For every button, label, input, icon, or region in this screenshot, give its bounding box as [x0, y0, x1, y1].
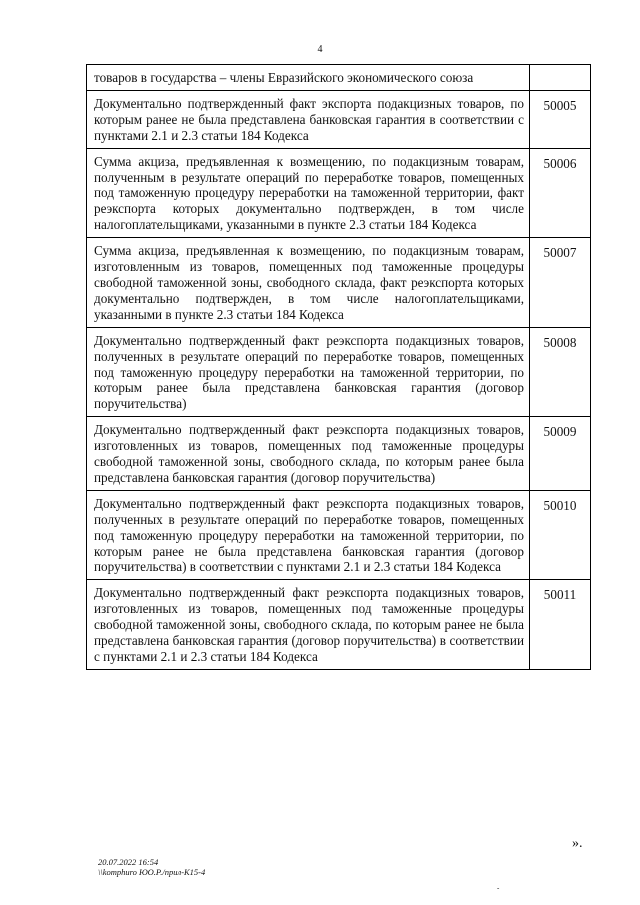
table-row [87, 327, 591, 417]
closing-quote-mark: ». [572, 836, 583, 851]
row-description: Сумма акциза, предъявленная к возмещению, по подакцизным товарам, изготовленным из товаров, помещенных под таможенные процедуры свободной таможенной зоны, свободного склада, факт реэкспорта которых документально подтвержден, в том числе налогоплательщиками, указанными в пункте 2.3 статьи 184 Кодекса [87, 238, 530, 328]
table-row [87, 148, 591, 238]
table-row [87, 65, 591, 91]
table-row [87, 90, 591, 148]
row-code: 50011 [530, 580, 591, 670]
codes-table [86, 64, 591, 670]
row-description: Документально подтвержденный факт реэкспорта подакцизных товаров, полученных в результате операций по переработке товаров, помещенных под таможенную процедуру переработки на таможенной территории, по которым ранее не была представлена банковская гарантия (договор поручительства) в соответствии с пунктами 2.1 и 2.3 статьи 184 Кодекса [87, 490, 530, 580]
row-code: 50005 [530, 90, 591, 148]
document-footer [98, 857, 205, 877]
row-description: Документально подтвержденный факт реэкспорта подакцизных товаров, изготовленных из товаров, помещенных под таможенные процедуры свободной таможенной зоны, свободного склада, по которым ранее была представлена банковская гарантия (договор поручительства) [87, 417, 530, 491]
row-description: Документально подтвержденный факт экспорта подакцизных товаров, по которым ранее не была представлена банковская гарантия в соответствии с пунктами 2.1 и 2.3 статьи 184 Кодекса [87, 90, 530, 148]
row-code: 50010 [530, 490, 591, 580]
row-description: Документально подтвержденный факт реэкспорта подакцизных товаров, полученных в результате операций по переработке товаров, помещенных под таможенную процедуру переработки на таможенной территории, по которым ранее была представлена банковская гарантия (договор поручительства) [87, 327, 530, 417]
page-number: 4 [317, 44, 323, 55]
row-code: 50008 [530, 327, 591, 417]
table-row [87, 238, 591, 328]
row-description: товаров в государства – члены Евразийского экономического союза [87, 65, 530, 91]
footer-mark: - [497, 884, 500, 892]
row-code [530, 65, 591, 91]
row-description: Сумма акциза, предъявленная к возмещению, по подакцизным товарам, полученным в результате операций по переработке товаров, помещенных под таможенную процедуру переработки на таможенной территории, факт реэкспорта которых документально подтвержден, в том числе налогоплательщиками, указанными в пункте 2.3 статьи 184 Кодекса [87, 148, 530, 238]
row-code: 50006 [530, 148, 591, 238]
footer-file-path: \\komphuro ЮО.Р./прил-К15-4 [98, 867, 206, 877]
row-description: Документально подтвержденный факт реэкспорта подакцизных товаров, изготовленных из товаров, помещенных под таможенные процедуры свободной таможенной зоны, свободного склада, по которым ранее не была представлена банковская гарантия (договор поручительства) в соответствии с пунктами 2.1 и 2.3 статьи 184 Кодекса [87, 580, 530, 670]
footer-timestamp: 20.07.2022 16:54 [98, 857, 159, 867]
table-row [87, 490, 591, 580]
row-code: 50007 [530, 238, 591, 328]
table-row [87, 417, 591, 491]
table-row [87, 580, 591, 670]
row-code: 50009 [530, 417, 591, 491]
